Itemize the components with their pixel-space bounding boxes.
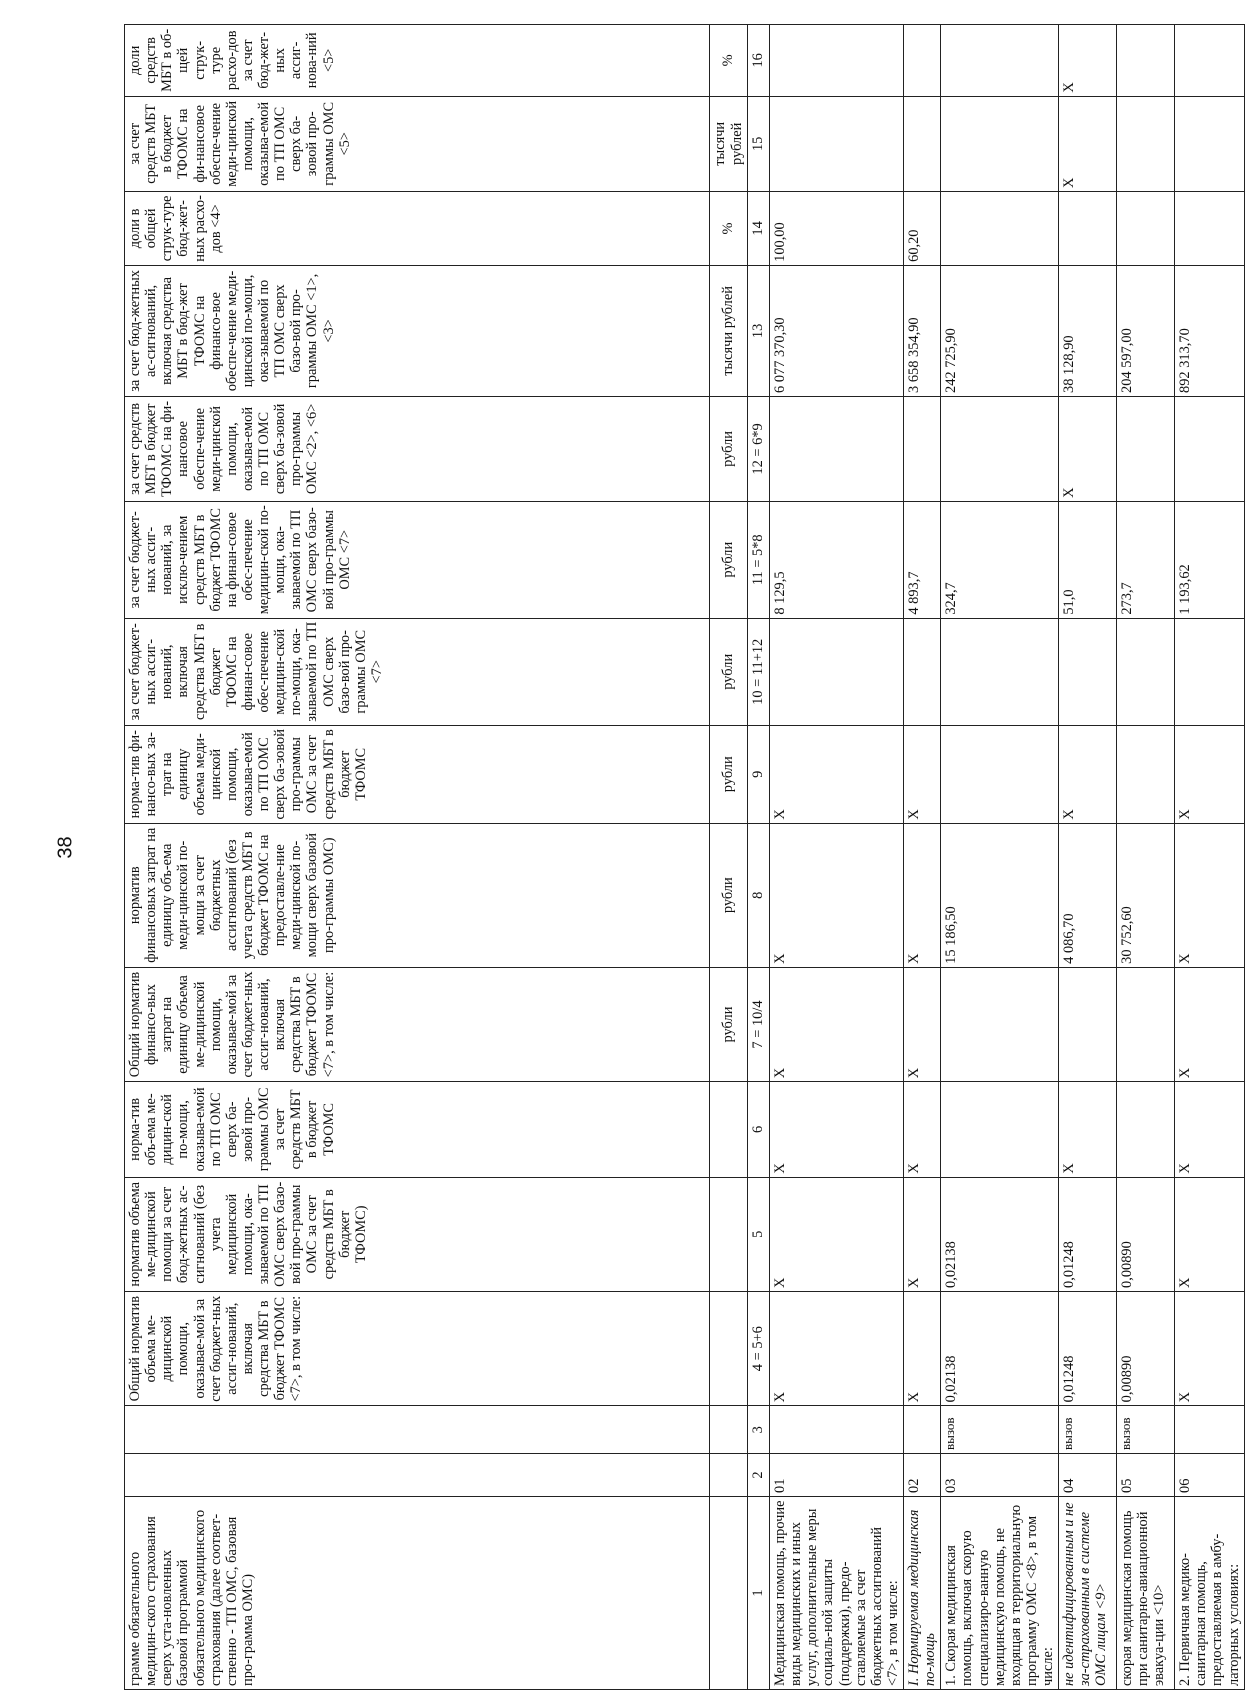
row-value-cell: X [1175, 725, 1245, 823]
row-value-cell: X [770, 725, 904, 823]
row-value-cell: X [904, 725, 941, 823]
row-value-cell [941, 967, 1059, 1081]
row-value-cell: 100,00 [770, 191, 904, 265]
col-number: 14 [748, 191, 770, 265]
row-value-cell [904, 25, 941, 97]
row-unit-cell: вызов [1059, 1406, 1117, 1454]
unit-cell: тысячи рублей [710, 265, 748, 396]
row-value-cell: 0,02138 [941, 1177, 1059, 1291]
row-value-cell: 0,00890 [1117, 1291, 1175, 1405]
row-value-cell [941, 25, 1059, 97]
column-numbers-row [748, 25, 770, 1690]
row-value-cell: 6 077 370,30 [770, 265, 904, 396]
row-value-cell: 60,20 [904, 191, 941, 265]
row-value-cell: X [1175, 1082, 1245, 1177]
header-col-11: за счет бюджет-ных ассиг-нований, за исклю-чением средств МБТ в бюджет ТФОМС на финан-совое обес-печение медицин-ской по-мощи, ока-зываемой по ТП ОМС сверх базо-вой про-граммы ОМС <7> [125, 501, 710, 618]
units-row [710, 25, 748, 1690]
row-value-cell: 273,7 [1117, 501, 1175, 618]
col-number: 9 [748, 725, 770, 823]
row-value-cell [1117, 618, 1175, 725]
col-number: 2 [748, 1454, 770, 1497]
row-value-cell: X [1175, 1177, 1245, 1291]
row-value-cell [1117, 725, 1175, 823]
header-col-14: доли в общей струк-туре бюд-жет-ных расхо-дов <4> [125, 191, 710, 265]
row-value-cell: X [904, 823, 941, 967]
row-value-cell [1059, 967, 1117, 1081]
row-value-cell: X [1059, 25, 1117, 97]
row-value-cell: X [770, 967, 904, 1081]
header-row [125, 25, 710, 1690]
header-col-1: грамме обязательного медицин-ского страхования сверх уста-новленных базовой программой обязательного медицинского страхования (далее соответ-ственно - ТП ОМС, базовая про-грамма ОМС) [125, 1496, 710, 1689]
header-col-5: норматив объема ме-дицинской помощи за счет бюд-жетных ас-сигнований (без учета медицинской помощи, ока-зываемой по ТП ОМС сверх базо-вой про-граммы ОМС за счет средств МБТ в бюджет ТФОМС) [125, 1177, 710, 1291]
row-unit-cell: вызов [1117, 1406, 1175, 1454]
page-number: 38 [54, 836, 77, 859]
table-row [1175, 25, 1245, 1690]
table-row [770, 25, 904, 1690]
row-value-cell [904, 96, 941, 191]
row-value-cell: X [770, 823, 904, 967]
row-value-cell: X [1059, 1082, 1117, 1177]
table-row [1059, 25, 1117, 1690]
unit-cell [710, 1291, 748, 1405]
row-value-cell: 0,02138 [941, 1291, 1059, 1405]
row-value-cell [1117, 967, 1175, 1081]
row-unit-cell [904, 1406, 941, 1454]
row-value-cell [1117, 96, 1175, 191]
row-value-cell [1175, 96, 1245, 191]
row-unit-cell [1175, 1406, 1245, 1454]
header-col-10: за счет бюджет-ных ассиг-нований, включая средства МБТ в бюджет ТФОМС на финан-совое обес-печение медицин-ской по-мощи, ока-зываемой по ТП ОМС сверх базо-вой про-граммы ОМС <7> [125, 618, 710, 725]
row-value-cell [770, 618, 904, 725]
col-number: 11 = 5*8 [748, 501, 770, 618]
unit-cell: рубли [710, 967, 748, 1081]
row-value-cell: X [904, 1082, 941, 1177]
row-name-cell: скорая медицинская помощь при санитарно-авиационной эвакуа-ции <10> [1117, 1496, 1175, 1689]
header-col-3 [125, 1406, 710, 1454]
row-value-cell [904, 396, 941, 501]
row-value-cell: 324,7 [941, 501, 1059, 618]
unit-cell: рубли [710, 501, 748, 618]
col-number: 16 [748, 25, 770, 97]
col-number: 4 = 5+6 [748, 1291, 770, 1405]
row-name-cell: I. Нормируемая медицинская по-мощь [904, 1496, 941, 1689]
row-value-cell: 51,0 [1059, 501, 1117, 618]
row-value-cell: X [1059, 725, 1117, 823]
row-code-cell: 05 [1117, 1454, 1175, 1497]
unit-cell [710, 1454, 748, 1497]
col-number: 15 [748, 96, 770, 191]
col-number: 1 [748, 1496, 770, 1689]
row-value-cell [1175, 25, 1245, 97]
col-number: 7 = 10/4 [748, 967, 770, 1081]
col-number: 5 [748, 1177, 770, 1291]
row-value-cell: 892 313,70 [1175, 265, 1245, 396]
rotated-table-wrapper [124, 24, 1242, 1690]
header-col-7: Общий норматив финансо-вых затрат на единицу объема ме-дицинской помощи, оказывае-мой за счет бюджет-ных ассиг-нований, включая средства МБТ в бюджет ТФОМС <7>, в том числе: [125, 967, 710, 1081]
financing-table [124, 24, 1245, 1690]
header-col-9: норма-тив фи-нансо-вых за-трат на единицу объема меди-цинской помощи, оказыва-емой по ТП ОМС сверх ба-зовой про-граммы ОМС за счет средств МБТ в бюджет ТФОМС [125, 725, 710, 823]
header-col-16: доли средств МБТ в об-щей струк-туре расхо-дов за счет бюд-жет-ных ассиг-нова-ний <5> [125, 25, 710, 97]
row-value-cell: 3 658 354,90 [904, 265, 941, 396]
row-value-cell [1117, 25, 1175, 97]
col-number: 12 = 6*9 [748, 396, 770, 501]
table-row [941, 25, 1059, 1690]
row-value-cell: 38 128,90 [1059, 265, 1117, 396]
col-number: 8 [748, 823, 770, 967]
row-value-cell: 4 893,7 [904, 501, 941, 618]
unit-cell: рубли [710, 823, 748, 967]
row-value-cell [941, 725, 1059, 823]
row-value-cell [1117, 1082, 1175, 1177]
row-value-cell: 8 129,5 [770, 501, 904, 618]
col-number: 13 [748, 265, 770, 396]
row-value-cell [941, 396, 1059, 501]
row-value-cell: 1 193,62 [1175, 501, 1245, 618]
row-value-cell [941, 1082, 1059, 1177]
row-value-cell [1175, 191, 1245, 265]
row-value-cell [1117, 396, 1175, 501]
row-value-cell: X [904, 967, 941, 1081]
row-value-cell: 242 725,90 [941, 265, 1059, 396]
col-number: 6 [748, 1082, 770, 1177]
header-col-4: Общий норматив объема ме-дицинской помощи, оказывае-мой за счет бюджет-ных ассиг-нований, включая средства МБТ в бюджет ТФОМС <7>, в том числе: [125, 1291, 710, 1405]
row-value-cell: X [1175, 1291, 1245, 1405]
row-value-cell: 15 186,50 [941, 823, 1059, 967]
unit-cell: рубли [710, 396, 748, 501]
row-value-cell: 0,01248 [1059, 1177, 1117, 1291]
row-value-cell [1117, 191, 1175, 265]
header-col-12: за счет средств МБТ в бюджет ТФОМС на фи-нансовое обеспе-чение меди-цинской помощи, оказыва-емой по ТП ОМС сверх ба-зовой про-граммы ОМС <2>, <6> [125, 396, 710, 501]
unit-cell [710, 1496, 748, 1689]
header-col-15: за счет средств МБТ в бюджет ТФОМС на фи-нансовое обеспе-чение меди-цинской помощи, оказыва-емой по ТП ОМС сверх ба-зовой про-граммы ОМС <5> [125, 96, 710, 191]
row-value-cell: X [1059, 96, 1117, 191]
row-code-cell: 02 [904, 1454, 941, 1497]
unit-cell [710, 1406, 748, 1454]
row-name-cell: 2. Первичная медико-санитарная помощь, предоставляемая в амбу-латорных условиях: [1175, 1496, 1245, 1689]
row-code-cell: 06 [1175, 1454, 1245, 1497]
row-value-cell [1059, 191, 1117, 265]
col-number: 10 = 11+12 [748, 618, 770, 725]
header-col-8: норматив финансовых затрат на единицу объ-ема меди-цинской по-мощи за счет бюджетных ассигнований (без учета средств МБТ в бюджет ТФОМС на предоставле-ние меди-цинской по-мощи сверх базовой про-граммы ОМС) [125, 823, 710, 967]
header-col-13: за счет бюд-жетных ас-сигнований, включая средства МБТ в бюд-жет ТФОМС на финансо-вое обеспе-чение меди-цинской по-мощи, ока-зываемой по ТП ОМС сверх базо-вой про-граммы ОМС <1>, <3> [125, 265, 710, 396]
unit-cell: тысячи рублей [710, 96, 748, 191]
row-value-cell: X [770, 1177, 904, 1291]
row-value-cell: 204 597,00 [1117, 265, 1175, 396]
row-value-cell: X [904, 1291, 941, 1405]
row-name-cell: не идентифицированным и не за-страхованным в системе ОМС лицам <9> [1059, 1496, 1117, 1689]
header-col-2 [125, 1454, 710, 1497]
row-value-cell: 30 752,60 [1117, 823, 1175, 967]
row-code-cell: 01 [770, 1454, 904, 1497]
row-value-cell: X [1059, 396, 1117, 501]
row-value-cell: X [770, 1082, 904, 1177]
row-value-cell [770, 396, 904, 501]
row-value-cell: X [1175, 967, 1245, 1081]
row-value-cell: 4 086,70 [1059, 823, 1117, 967]
unit-cell: рубли [710, 725, 748, 823]
unit-cell: % [710, 191, 748, 265]
unit-cell: рубли [710, 618, 748, 725]
row-value-cell: X [770, 1291, 904, 1405]
row-value-cell [941, 618, 1059, 725]
row-value-cell [1175, 396, 1245, 501]
row-code-cell: 03 [941, 1454, 1059, 1497]
unit-cell: % [710, 25, 748, 97]
unit-cell [710, 1177, 748, 1291]
row-code-cell: 04 [1059, 1454, 1117, 1497]
row-value-cell: 0,01248 [1059, 1291, 1117, 1405]
table-row [904, 25, 941, 1690]
row-value-cell: X [904, 1177, 941, 1291]
row-value-cell: 0,00890 [1117, 1177, 1175, 1291]
table-row [1117, 25, 1175, 1690]
row-name-cell: Медицинская помощь, прочие виды медицинских и иных услуг, дополнительные меры социаль-ной защиты (поддержки), предо-ставляемые за счет бюджетных ассигнований <7>, в том числе: [770, 1496, 904, 1689]
col-number: 3 [748, 1406, 770, 1454]
row-value-cell [941, 96, 1059, 191]
row-value-cell [770, 25, 904, 97]
row-value-cell: X [1175, 823, 1245, 967]
row-unit-cell [770, 1406, 904, 1454]
header-col-6: норма-тив объ-ема ме-дицин-ской по-мощи, оказыва-емой по ТП ОМС сверх ба-зовой про-граммы ОМС за счет средств МБТ в бюджет ТФОМС [125, 1082, 710, 1177]
row-value-cell [904, 618, 941, 725]
row-value-cell [770, 96, 904, 191]
row-value-cell [1059, 618, 1117, 725]
unit-cell [710, 1082, 748, 1177]
row-value-cell [941, 191, 1059, 265]
row-unit-cell: вызов [941, 1406, 1059, 1454]
row-name-cell: 1. Скорая медицинская помощь, включая скорую специализиро-ванную медицинскую помощь, не входящая в территориальную программу ОМС <8>, в том числе: [941, 1496, 1059, 1689]
row-value-cell [1175, 618, 1245, 725]
